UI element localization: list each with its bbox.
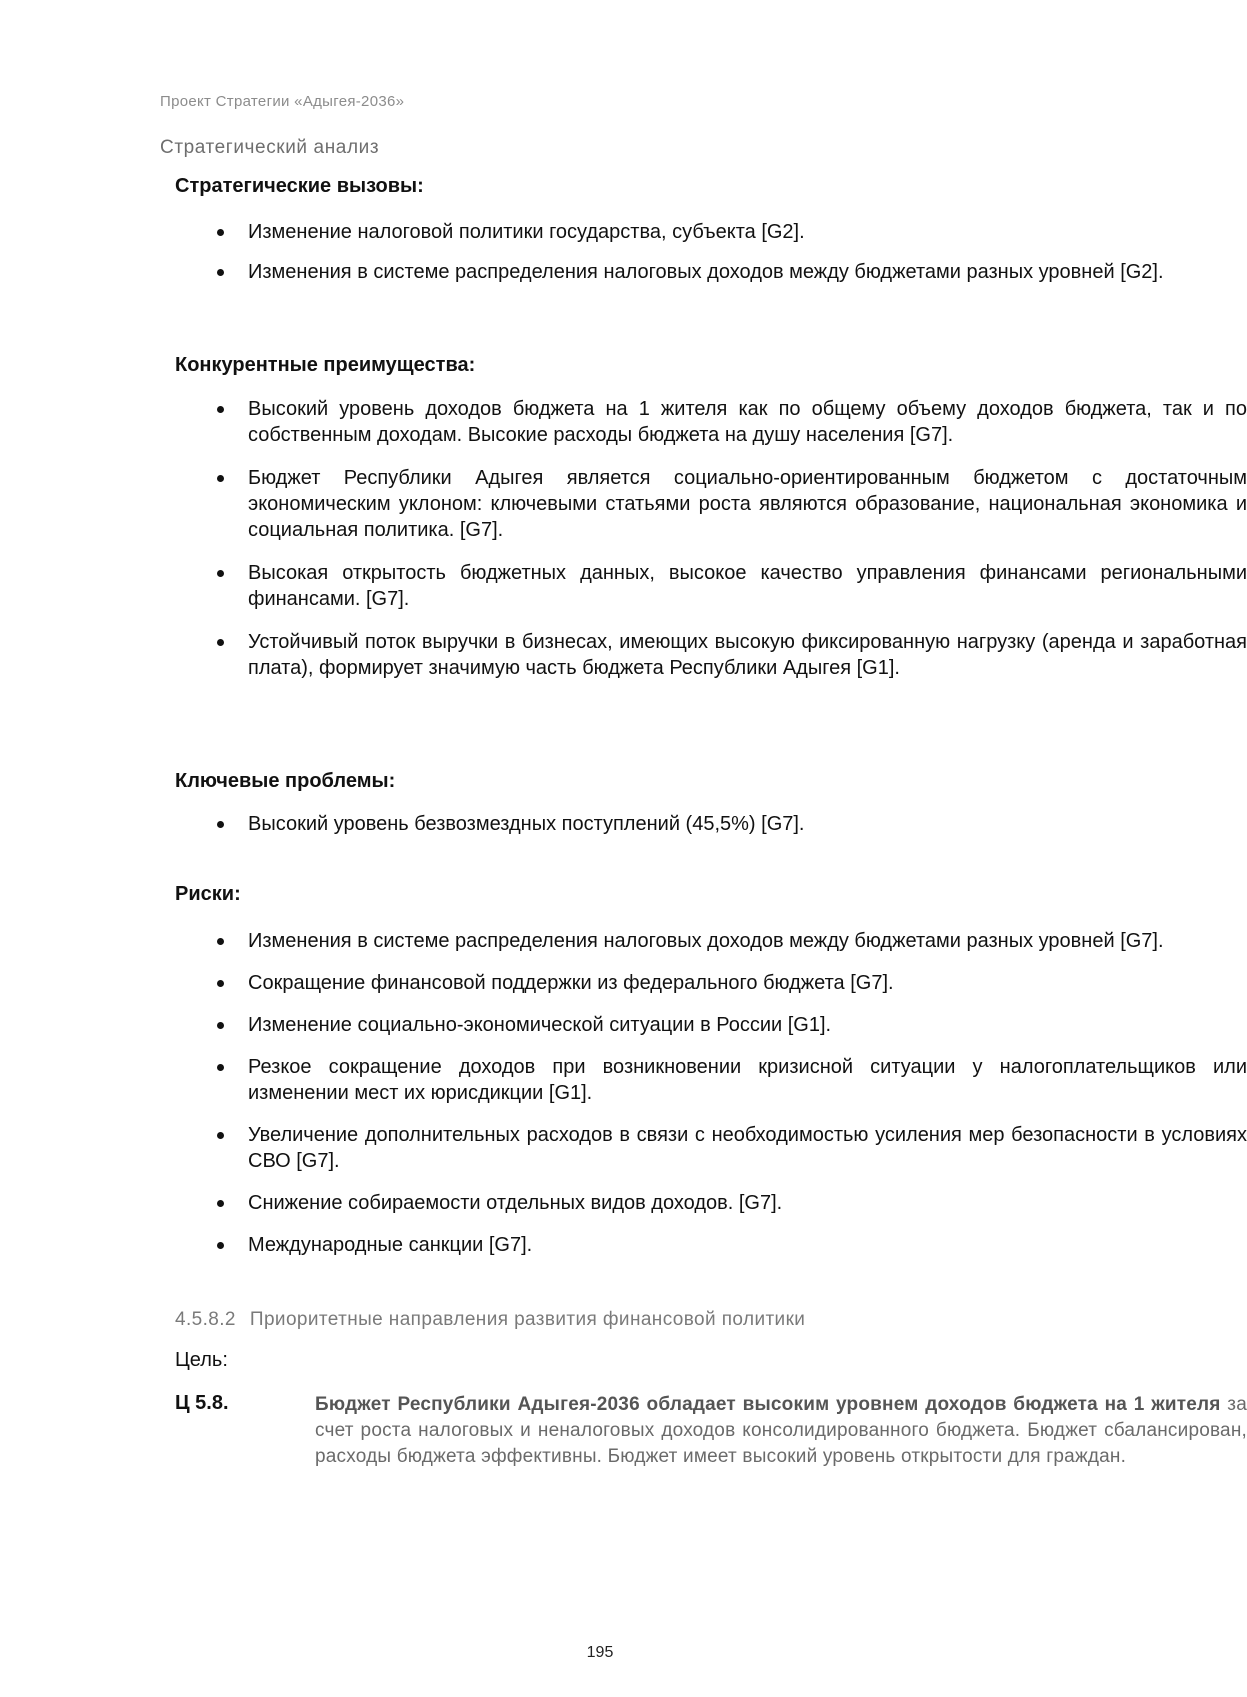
list-item-text: Сокращение финансовой поддержки из федерального бюджета [G7]. [248,972,894,994]
list-item-text: Устойчивый поток выручки в бизнесах, имеющих высокую фиксированную нагрузку (аренда и заработная плата), формирует значимую часть бюджета Республики Адыгея [G1]. [248,631,1247,679]
list-item-text: Высокий уровень доходов бюджета на 1 жителя как по общему объему доходов бюджета, так и по собственным доходам. Высокие расходы бюджета на душу населения [G7]. [248,398,1247,446]
bullet-icon [217,938,224,945]
challenges-section [175,174,1247,299]
list-item [175,629,1247,681]
risks-section [175,882,1247,1272]
bullet-icon [217,821,224,828]
list-item-text: Снижение собираемости отдельных видов доходов. [G7]. [248,1192,783,1214]
list-item-text: Высокий уровень безвозмездных поступлений (45,5%) [G7]. [248,813,805,835]
bullet-icon [217,570,224,577]
list-item-text: Резкое сокращение доходов при возникновении кризисной ситуации у налогоплательщиков или изменении мест их юрисдикции [G1]. [248,1056,1247,1104]
list-item-text: Изменения в системе распределения налоговых доходов между бюджетами разных уровней [G7]. [248,930,1164,952]
bullet-icon [217,1022,224,1029]
list-item [175,396,1247,448]
bullet-icon [217,1064,224,1071]
list-item-text: Изменение социально-экономической ситуации в России [G1]. [248,1014,832,1036]
list-item-text: Международные санкции [G7]. [248,1234,533,1256]
risks-list [175,928,1247,1258]
list-item [175,1232,1247,1258]
list-item [175,928,1247,954]
list-item-text: Увеличение дополнительных расходов в связи с необходимостью усиления мер безопасности в условиях СВО [G7]. [248,1124,1247,1172]
list-item-text: Высокая открытость бюджетных данных, высокое качество управления финансами региональными финансами. [G7]. [248,562,1247,610]
advantages-heading: Конкурентные преимущества: [175,354,476,376]
bullet-icon [217,980,224,987]
challenges-list [175,219,1247,285]
list-item-text: Изменение налоговой политики государства, субъекта [G2]. [248,221,805,243]
running-header: Проект Стратегии «Адыгея-2036» [160,93,405,110]
bullet-icon [217,1200,224,1207]
goal-code: Ц 5.8. [175,1392,229,1414]
list-item [175,1054,1247,1106]
bullet-icon [217,1132,224,1139]
list-item [175,811,1247,837]
goal-text-bold: Бюджет Республики Адыгея-2036 обладает высоким уровнем доходов бюджета на 1 жителя [315,1394,1221,1415]
list-item [175,465,1247,543]
problems-list [175,811,1247,837]
list-item-text: Изменения в системе распределения налоговых доходов между бюджетами разных уровней [G2]. [248,261,1164,283]
bullet-icon [217,406,224,413]
bullet-icon [217,475,224,482]
goal-text-rest: за счет роста налоговых и неналоговых доходов консолидированного бюджета. Бюджет сбалансирован, расходы бюджета эффективны. Бюджет имеет высокий уровень открытости для граждан. [315,1394,1247,1467]
subsection-number: 4.5.8.2 [175,1309,236,1330]
risks-heading: Риски: [175,883,241,905]
subsection-heading [175,1309,805,1331]
list-item-text: Бюджет Республики Адыгея является социально-ориентированным бюджетом с достаточным экономическим уклоном: ключевыми статьями роста являются образование, национальная экономика и социальная политика. [G7]. [248,467,1247,541]
bullet-icon [217,269,224,276]
challenges-heading: Стратегические вызовы: [175,175,424,197]
advantages-section [175,353,1247,695]
list-item [175,219,1247,245]
list-item [175,259,1247,285]
problems-heading: Ключевые проблемы: [175,770,396,792]
goal-text [315,1392,1247,1470]
bullet-icon [217,639,224,646]
bullet-icon [217,1242,224,1249]
page-number: 195 [586,1644,614,1661]
goal-label: Цель: [175,1349,228,1371]
list-item [175,1190,1247,1216]
problems-section [175,769,1247,851]
bullet-icon [217,229,224,236]
advantages-list [175,396,1247,681]
list-item [175,1122,1247,1174]
list-item [175,560,1247,612]
list-item [175,970,1247,996]
subsection-title: Приоритетные направления развития финансовой политики [249,1309,806,1330]
list-item [175,1012,1247,1038]
section-title: Стратегический анализ [160,137,380,158]
